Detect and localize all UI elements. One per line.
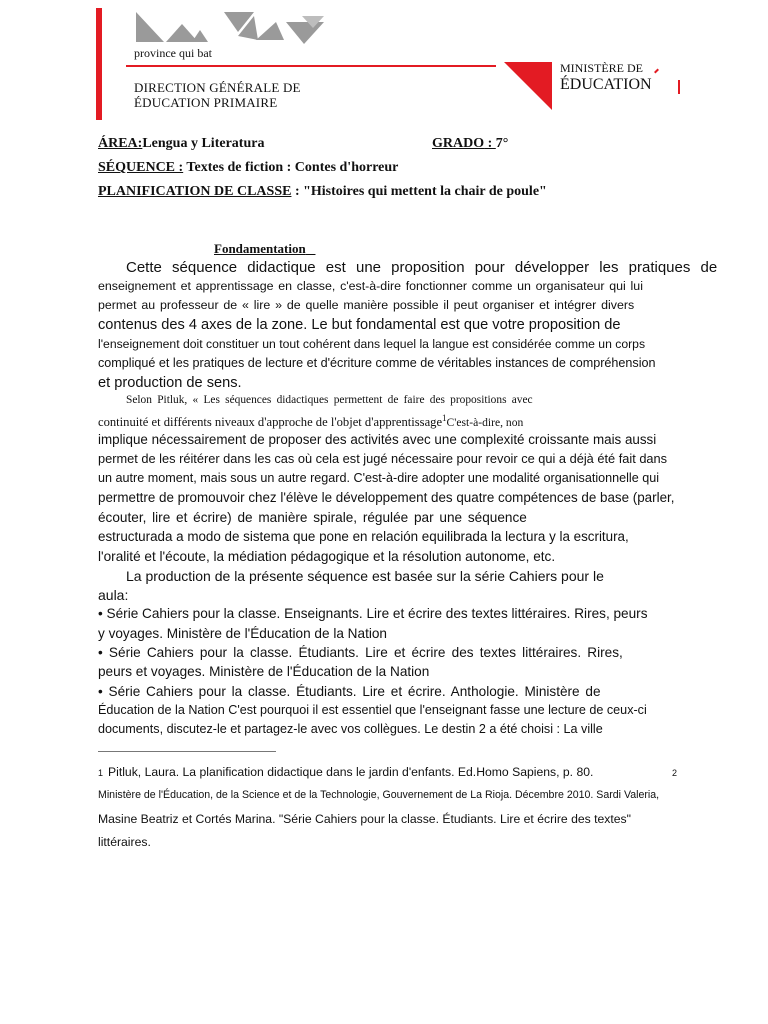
footnote-text: Masine Beatriz et Cortés Marina. "Série Cahiers pour la classe. Étudiants. Lire et écrire des textes" <box>98 812 631 826</box>
body-line: compliqué et les pratiques de lecture et d'écriture comme de véritables instances de compréhension <box>98 356 656 370</box>
footnote-text: littéraires. <box>98 835 151 849</box>
footnote-number: 1 <box>98 768 104 778</box>
body-line: l'oralité et l'écoute, la médiation pédagogique et la résolution autonome, etc. <box>98 549 556 564</box>
body-line: y voyages. Ministère de l'Éducation de la Nation <box>98 626 387 641</box>
logo-tagline: province qui bat <box>134 46 212 60</box>
sequence-value: Textes de fiction : Contes d'horreur <box>183 160 399 175</box>
grade-value: 7° <box>495 136 509 151</box>
footnote-text: Ministère de l'Éducation, de la Science et de la Technologie, Gouvernement de La Rioja. Décembre 2010. Sardi Valeria, <box>98 789 660 801</box>
footnote-text: Pitluk, Laura. La planification didactique dans le jardin d'enfants. Ed.Homo Sapiens, p. 80. <box>108 765 594 779</box>
ministry-emblem-icon <box>504 58 552 114</box>
grade-sep: : <box>484 136 496 151</box>
area-value: Lengua y Literatura <box>142 136 265 151</box>
ministry-line-1: MINISTÈRE DE <box>560 61 643 75</box>
body-line: et production de sens. <box>98 375 242 391</box>
body-line: permet de les réitérer dans les cas où cela est jugé nécessaire pour revoir ce qui a déjà été fait dans <box>98 451 668 466</box>
body-line-text: continuité et différents niveaux d'approche de l'objet d'apprentissage <box>98 415 443 430</box>
body-line <box>98 413 523 430</box>
body-line: • Série Cahiers pour la classe. Enseignants. Lire et écrire des textes littéraires. Rires, peurs <box>98 606 648 621</box>
grade-label: GRADO <box>432 136 485 151</box>
body-line: permettre de promouvoir chez l'élève le développement des quatre compétences de base (parler, <box>98 490 675 505</box>
body-line: Selon Pitluk, « Les séquences didactiques permettent de faire des propositions avec <box>126 394 533 406</box>
body-line: documents, discutez-le et partagez-le avec vos collègues. Le destin 2 a été choisi : La ville <box>98 722 603 736</box>
direction-line-1: DIRECTION GÉNÉRALE DE <box>134 80 301 95</box>
body-line: peurs et voyages. Ministère de l'Éducation de la Nation <box>98 664 430 679</box>
body-line: l'enseignement doit constituer un tout cohérent dans lequel la langue est considérée comme un corps <box>98 337 646 351</box>
sequence-line <box>98 160 398 176</box>
sequence-label: SÉQUENCE : <box>98 160 184 175</box>
footnote-number: 2 <box>672 768 678 778</box>
body-line: aula: <box>98 587 129 603</box>
body-line: • Série Cahiers pour la classe. Étudiants. Lire et écrire. Anthologie. Ministère de <box>98 684 601 699</box>
area-label: ÁREA: <box>98 136 143 151</box>
ministry-line-2: ÉDUCATION <box>560 76 652 93</box>
header-divider <box>126 65 496 67</box>
body-line: enseignement et apprentissage en classe, c'est-à-dire fonctionner comme un organisateur qui lui <box>98 279 643 293</box>
province-logo-icon <box>126 10 336 46</box>
body-line: un autre moment, mais sous un autre regard. C'est-à-dire adopter une modalité organisationnelle qui <box>98 471 660 485</box>
section-title-text: Fondamentation <box>214 241 306 256</box>
section-title <box>214 241 315 257</box>
body-line: • Série Cahiers pour la classe. Étudiants. Lire et écrire des textes littéraires. Rires, <box>98 645 623 660</box>
body-line: estructurada a modo de sistema que pone en relación equilibrada la lectura y la escritura, <box>98 529 629 544</box>
direction-line-2: ÉDUCATION PRIMAIRE <box>134 95 278 110</box>
body-line: écouter, lire et écrire) de manière spirale, régulée par une séquence <box>98 510 527 525</box>
footnote-ref: 1 <box>442 413 447 423</box>
letterhead <box>96 8 682 120</box>
ministry-bar-mark <box>678 80 680 94</box>
footnote-divider <box>98 751 276 752</box>
body-line: La production de la présente séquence est basée sur la série Cahiers pour le <box>126 568 604 584</box>
direction-title <box>134 80 301 110</box>
plan-label: PLANIFICATION DE CLASSE <box>98 184 292 199</box>
plan-value: : "Histoires qui mettent la chair de poule" <box>291 184 547 199</box>
letterhead-red-bar <box>96 8 102 120</box>
grade-line <box>432 136 508 152</box>
area-line <box>98 136 264 152</box>
body-line: contenus des 4 axes de la zone. Le but fondamental est que votre proposition de <box>98 317 621 333</box>
planification-line <box>98 184 547 200</box>
body-line: permet au professeur de « lire » de quelle manière possible il peut organiser et intégrer divers <box>98 298 635 312</box>
body-line-text: C'est-à-dire, non <box>446 416 524 430</box>
body-line: Éducation de la Nation C'est pourquoi il est essentiel que l'enseignant fasse une lecture de ceux-ci <box>98 703 647 717</box>
body-line: Cette séquence didactique est une proposition pour développer les pratiques de <box>126 259 718 276</box>
body-line: implique nécessairement de proposer des activités avec une complexité croissante mais aussi <box>98 432 657 447</box>
ministry-accent-mark <box>654 69 659 74</box>
